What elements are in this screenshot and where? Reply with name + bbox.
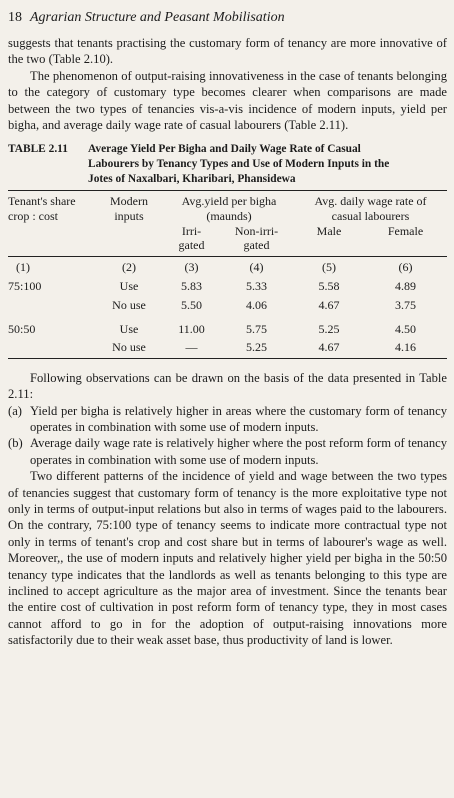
- paragraph: The phenomenon of output-raising innovativeness in the case of tenants belonging to the category of customary type becomes clearer when comparisons are made between the two types of tenancies vis-a-vis incidence of modern inputs, yield per bigha, and average daily wage rate of casual labourers (Table 2.11).: [8, 68, 447, 133]
- column-number: (3): [184, 259, 199, 274]
- list-item: [8, 435, 447, 468]
- column-number: (5): [322, 259, 336, 274]
- column-number: (1): [16, 259, 30, 274]
- table-cell: 4.50: [395, 321, 416, 336]
- table-row: [8, 339, 447, 358]
- table-cell: 11.00: [178, 321, 205, 336]
- table-cell: 5.50: [181, 298, 202, 312]
- table-cell: Use: [119, 279, 139, 294]
- running-title: Agrarian Structure and Peasant Mobilisation: [30, 10, 285, 25]
- table-cell: 4.67: [318, 340, 340, 355]
- page-header: [8, 10, 447, 30]
- list-item: [8, 403, 447, 436]
- table-cell: 5.58: [318, 279, 340, 294]
- header-nonirrigated: Non-irri-: [234, 223, 279, 238]
- column-number: (2): [122, 259, 136, 274]
- table-cell: [8, 297, 94, 316]
- data-table: [8, 190, 447, 358]
- column-number: (6): [398, 259, 413, 274]
- caption-line: Jotes of Naxalbari, Kharibari, Phansidewa: [88, 173, 296, 186]
- list-marker: (b): [8, 436, 23, 451]
- table-cell: 5.33: [246, 279, 267, 294]
- table-cell: —: [185, 340, 198, 355]
- table-cell: 5.75: [246, 321, 267, 336]
- table-cell: 5.83: [181, 279, 202, 294]
- header-share: crop : cost: [8, 209, 58, 224]
- table-cell: No use: [112, 340, 146, 355]
- intro-text: [8, 35, 447, 133]
- caption-line: Labourers by Tenancy Types and Use of Modern Inputs in the: [88, 158, 390, 171]
- table-cell: 4.67: [318, 298, 340, 312]
- paragraph: Following observations can be drawn on the basis of the data presented in Table 2.11:: [8, 370, 447, 402]
- table-header-row: [8, 209, 447, 224]
- header-irrigated: Irri-: [181, 223, 202, 238]
- column-number: (4): [249, 259, 264, 274]
- table-label: TABLE 2.11: [8, 143, 68, 156]
- header-wage: casual labourers: [331, 209, 410, 224]
- table-cell: [8, 339, 94, 358]
- table-cell: 5.25: [246, 340, 267, 355]
- page-number: 18: [8, 10, 22, 25]
- table-cell: 4.06: [246, 298, 267, 312]
- table-cell: 4.89: [395, 279, 416, 294]
- table-cell: 4.16: [395, 340, 416, 355]
- header-irrigated: gated: [178, 238, 205, 253]
- table-header-row: [8, 238, 447, 256]
- list-item-text: Average daily wage rate is relatively higher where the post reform form of tenancy operates in combination with some use of modern inputs.: [30, 436, 447, 467]
- column-number-row: [8, 256, 447, 278]
- table-cell: 3.75: [395, 298, 416, 312]
- header-nonirrigated: gated: [243, 238, 270, 253]
- header-inputs: inputs: [114, 209, 144, 224]
- table-cell: Use: [119, 321, 139, 336]
- table-caption: [8, 142, 447, 187]
- list-item-text: Yield per bigha is relatively higher in areas where the customary form of tenancy operates in combination with some use of modern inputs.: [30, 403, 447, 434]
- observations-section: [8, 370, 447, 649]
- header-share: Tenant's share: [8, 194, 76, 209]
- table-row: [8, 278, 447, 297]
- header-yield-unit: (maunds): [206, 209, 252, 224]
- caption-line: Average Yield Per Bigha and Daily Wage Rate of Casual: [88, 143, 361, 156]
- table-row: [8, 297, 447, 316]
- list-marker: (a): [8, 403, 22, 418]
- table-row: [8, 316, 447, 340]
- table-cell: No use: [112, 298, 146, 312]
- header-inputs: Modern: [110, 194, 148, 209]
- table-cell: 75:100: [8, 279, 42, 294]
- table-header-row: [8, 224, 447, 239]
- header-yield: Avg.yield per bigha: [181, 194, 277, 209]
- table-cell: 5.25: [318, 321, 340, 336]
- header-wage: Avg. daily wage rate of: [314, 194, 427, 209]
- paragraph: Two different patterns of the incidence of yield and wage between the two types of tenancies suggest that customary form of tenancy is the more exploitative type not only in terms of output-input relations but also in terms of wages paid to the labourers. On the contrary, 75:100 type of tenancy seems to indicate more contractual type not only in terms of tenant's crop and cost share but in terms of labourer's wage as well. Moreover,, the use of modern inputs and relatively higher yield per bigha in the 50:50 tenancy type indicates that the landlords as well as tenants belonging to this type are inclined to accept agriculture as the major area of investment. Since the tenants bear the entire cost of cultivation in post reform form of tenancy type, they in most cases cannot afford to go in for the adoption of output-raising innovations more satisfactorily due to their weak asset base, thus productivity of land is lower.: [8, 469, 447, 648]
- paragraph: suggests that tenants practising the customary form of tenancy are more innovative of the two (Table 2.10).: [8, 36, 447, 67]
- table-header-row: [8, 191, 447, 209]
- header-female: Female: [387, 223, 424, 238]
- table-cell: 50:50: [8, 321, 36, 336]
- header-male: Male: [316, 223, 342, 238]
